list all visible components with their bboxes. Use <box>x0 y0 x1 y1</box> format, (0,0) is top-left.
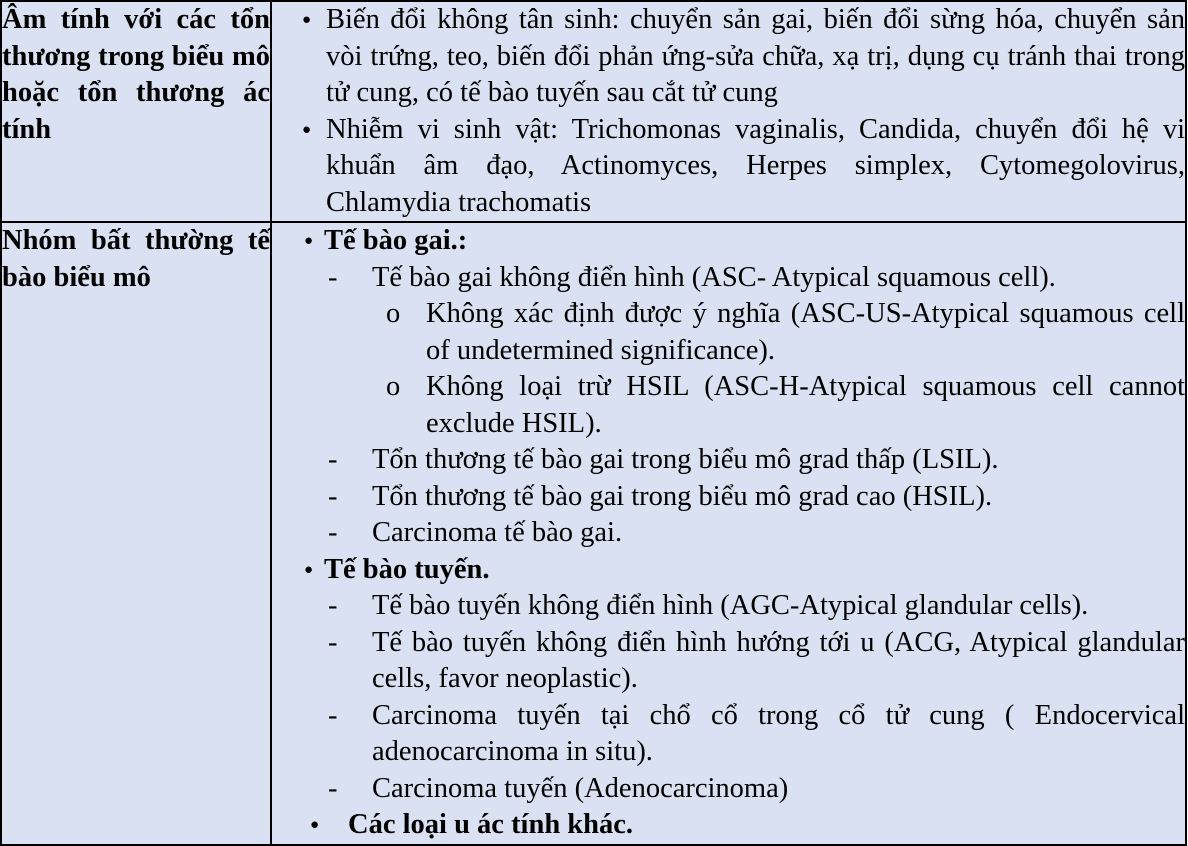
row-header-abnormal: Nhóm bất thường tế bào biểu mô <box>1 222 271 845</box>
negative-bullet-list <box>272 2 1185 221</box>
list-item-hsil: - Tổn thương tế bào gai trong biểu mô grad cao (HSIL). <box>272 479 1185 516</box>
list-item-asc-us: o Không xác định được ý nghĩa (ASC-US-Atypical squamous cell of undetermined significance). <box>272 296 1185 369</box>
table-row <box>1 1 1186 222</box>
squamous-heading: ● Tế bào gai.: <box>272 223 1185 260</box>
list-item-agc: - Tế bào tuyến không điển hình (AGC-Atypical glandular cells). <box>272 588 1185 625</box>
list-item-asc-h: o Không loại trừ HSIL (ASC-H-Atypical squamous cell cannot exclude HSIL). <box>272 369 1185 442</box>
glandular-heading: ● Tế bào tuyến. <box>272 552 1185 589</box>
list-item-acg: - Tế bào tuyến không điển hình hướng tới u (ACG, Atypical glandular cells, favor neoplastic). <box>272 625 1185 698</box>
table-row <box>1 222 1186 845</box>
list-item-adenocarcinoma-in-situ: - Carcinoma tuyến tại chổ cổ trong cổ tử cung ( Endocervical adenocarcinoma in situ). <box>272 698 1185 771</box>
other-malignancy-heading: ● Các loại u ác tính khác. <box>272 807 1185 844</box>
list-item-lsil: - Tổn thương tế bào gai trong biểu mô grad thấp (LSIL). <box>272 442 1185 479</box>
list-item-adenocarcinoma: - Carcinoma tuyến (Adenocarcinoma) <box>272 771 1185 808</box>
list-item-squamous-carcinoma: - Carcinoma tế bào gai. <box>272 515 1185 552</box>
list-item-asc: - Tế bào gai không điển hình (ASC- Atypical squamous cell). <box>272 260 1185 297</box>
row-content-abnormal <box>271 222 1186 845</box>
list-item-non-neoplastic: ● Biến đổi không tân sinh: chuyển sản gai, biến đổi sừng hóa, chuyển sản vòi trứng, teo, biến đổi phản ứng-sửa chữa, xạ trị, dụng cụ tránh thai trong tử cung, có tế bào tuyến sau cắt tử cung <box>272 2 1185 112</box>
row-header-negative: Âm tính với các tổn thương trong biểu mô hoặc tổn thương ác tính <box>1 1 271 222</box>
list-item-microorganisms: ● Nhiễm vi sinh vật: Trichomonas vaginalis, Candida, chuyển đổi hệ vi khuẩn âm đạo, Actinomyces, Herpes simplex, Cytomegolovirus, Chlamydia trachomatis <box>272 112 1185 222</box>
row-content-negative <box>271 1 1186 222</box>
